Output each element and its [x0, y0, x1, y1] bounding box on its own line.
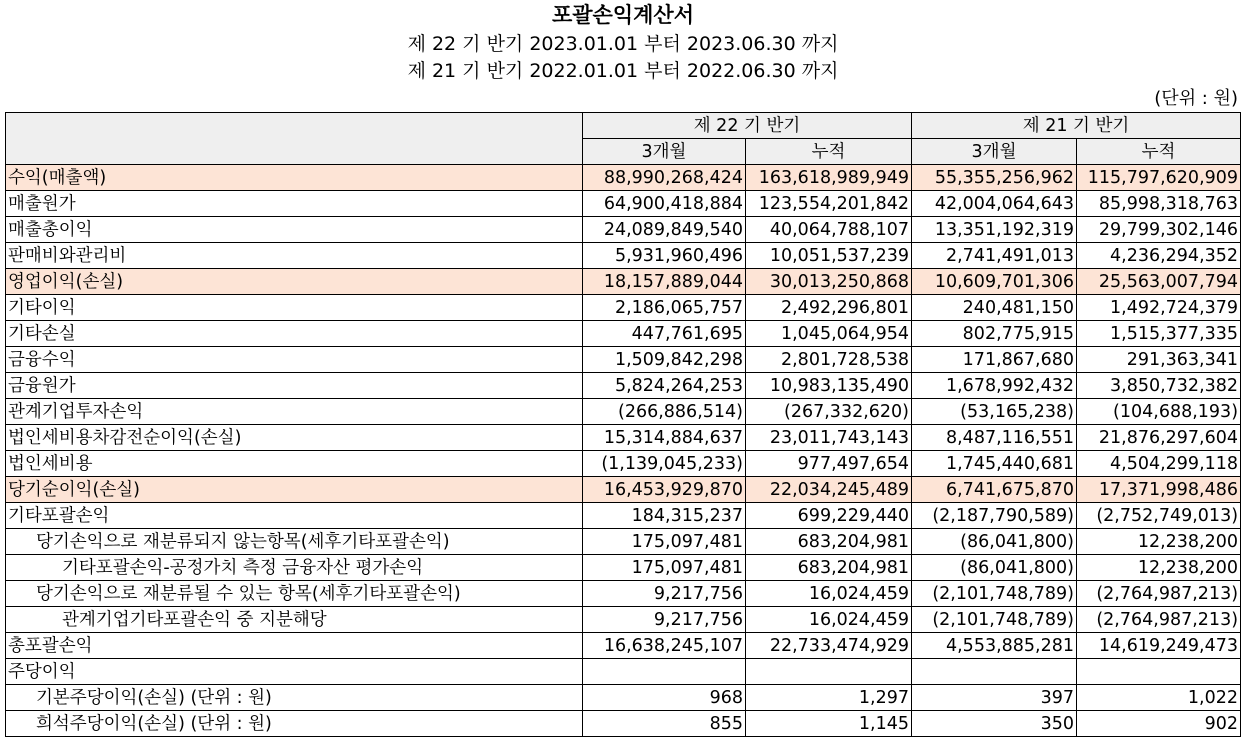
value-cell: 64,900,418,884: [583, 191, 746, 217]
table-row: [6, 503, 1241, 529]
group-header-prior: 제 21 기 반기: [912, 113, 1241, 139]
table-row: [6, 321, 1241, 347]
value-cell: (267,332,620): [746, 399, 912, 425]
value-cell: 1,745,440,681: [912, 451, 1077, 477]
row-label: 법인세비용: [6, 451, 583, 477]
value-cell: 1,297: [746, 685, 912, 711]
value-cell: 18,157,889,044: [583, 269, 746, 295]
period-prior: 제 21 기 반기 2022.01.01 부터 2022.06.30 까지: [407, 60, 839, 82]
value-cell: (53,165,238): [912, 399, 1077, 425]
value-cell: 10,051,537,239: [746, 243, 912, 269]
row-label: 영업이익(손실): [6, 269, 583, 295]
row-label: 금융수익: [6, 347, 583, 373]
row-label: 총포괄손익: [6, 633, 583, 659]
value-cell: (1,139,045,233): [583, 451, 746, 477]
table-row: [6, 633, 1241, 659]
table-row: [6, 607, 1241, 633]
unit-label: (단위 : 원): [1154, 88, 1238, 109]
row-label: 주당이익: [6, 659, 583, 685]
value-cell: 24,089,849,540: [583, 217, 746, 243]
table-row: [6, 399, 1241, 425]
value-cell: 683,204,981: [746, 555, 912, 581]
value-cell: 350: [912, 711, 1077, 737]
value-cell: 1,515,377,335: [1077, 321, 1241, 347]
value-cell: 9,217,756: [583, 607, 746, 633]
value-cell: 683,204,981: [746, 529, 912, 555]
value-cell: 163,618,989,949: [746, 165, 912, 191]
row-label: 법인세비용차감전순이익(손실): [6, 425, 583, 451]
value-cell: 40,064,788,107: [746, 217, 912, 243]
value-cell: 977,497,654: [746, 451, 912, 477]
value-cell: 9,217,756: [583, 581, 746, 607]
value-cell: 175,097,481: [583, 529, 746, 555]
sub-header-prior-cum: 누적: [1077, 139, 1241, 165]
value-cell: (86,041,800): [912, 555, 1077, 581]
sub-header-prior-3m: 3개월: [912, 139, 1077, 165]
value-cell: 10,983,135,490: [746, 373, 912, 399]
value-cell: 85,998,318,763: [1077, 191, 1241, 217]
value-cell: 4,236,294,352: [1077, 243, 1241, 269]
group-header-row: [6, 113, 1241, 139]
value-cell: 968: [583, 685, 746, 711]
value-cell: (2,187,790,589): [912, 503, 1077, 529]
table-row: [6, 269, 1241, 295]
table-row: [6, 425, 1241, 451]
value-cell: 4,553,885,281: [912, 633, 1077, 659]
value-cell: 4,504,299,118: [1077, 451, 1241, 477]
row-label: 금융원가: [6, 373, 583, 399]
income-statement-table: [5, 112, 1241, 737]
value-cell: 2,492,296,801: [746, 295, 912, 321]
value-cell: 16,024,459: [746, 607, 912, 633]
value-cell: 10,609,701,306: [912, 269, 1077, 295]
value-cell: 30,013,250,868: [746, 269, 912, 295]
value-cell: 855: [583, 711, 746, 737]
table-row: [6, 373, 1241, 399]
value-cell: 115,797,620,909: [1077, 165, 1241, 191]
value-cell: 12,238,200: [1077, 529, 1241, 555]
value-cell: [746, 659, 912, 685]
value-cell: 397: [912, 685, 1077, 711]
value-cell: 25,563,007,794: [1077, 269, 1241, 295]
table-row: [6, 529, 1241, 555]
sub-header-current-cum: 누적: [746, 139, 912, 165]
table-row: [6, 243, 1241, 269]
value-cell: 171,867,680: [912, 347, 1077, 373]
value-cell: 8,487,116,551: [912, 425, 1077, 451]
value-cell: (2,764,987,213): [1077, 607, 1241, 633]
row-label: 수익(매출액): [6, 165, 583, 191]
value-cell: 16,453,929,870: [583, 477, 746, 503]
value-cell: 1,678,992,432: [912, 373, 1077, 399]
row-label: 희석주당이익(손실) (단위 : 원): [6, 711, 583, 737]
value-cell: 2,801,728,538: [746, 347, 912, 373]
value-cell: (2,101,748,789): [912, 581, 1077, 607]
table-row: [6, 451, 1241, 477]
row-label: 매출총이익: [6, 217, 583, 243]
value-cell: 802,775,915: [912, 321, 1077, 347]
value-cell: 291,363,341: [1077, 347, 1241, 373]
table-row: [6, 295, 1241, 321]
value-cell: 5,824,264,253: [583, 373, 746, 399]
table-row: [6, 217, 1241, 243]
value-cell: 21,876,297,604: [1077, 425, 1241, 451]
value-cell: 23,011,743,143: [746, 425, 912, 451]
value-cell: 55,355,256,962: [912, 165, 1077, 191]
row-label: 기타이익: [6, 295, 583, 321]
value-cell: 175,097,481: [583, 555, 746, 581]
value-cell: [583, 659, 746, 685]
row-label: 기타포괄손익-공정가치 측정 금융자산 평가손익: [6, 555, 583, 581]
statement-title: 포괄손익계산서: [551, 3, 694, 27]
value-cell: 447,761,695: [583, 321, 746, 347]
table-row: [6, 685, 1241, 711]
row-label: 당기손익으로 재분류되지 않는항목(세후기타포괄손익): [6, 529, 583, 555]
value-cell: 1,509,842,298: [583, 347, 746, 373]
value-cell: (2,764,987,213): [1077, 581, 1241, 607]
value-cell: (86,041,800): [912, 529, 1077, 555]
value-cell: 1,145: [746, 711, 912, 737]
table-row: [6, 581, 1241, 607]
table-row: [6, 165, 1241, 191]
value-cell: [1077, 659, 1241, 685]
sub-header-current-3m: 3개월: [583, 139, 746, 165]
value-cell: 15,314,884,637: [583, 425, 746, 451]
table-row: [6, 191, 1241, 217]
value-cell: 1,492,724,379: [1077, 295, 1241, 321]
value-cell: (104,688,193): [1077, 399, 1241, 425]
value-cell: 13,351,192,319: [912, 217, 1077, 243]
value-cell: (2,752,749,013): [1077, 503, 1241, 529]
table-row: [6, 477, 1241, 503]
table-row: [6, 347, 1241, 373]
value-cell: 1,022: [1077, 685, 1241, 711]
table-row: [6, 555, 1241, 581]
value-cell: 16,024,459: [746, 581, 912, 607]
value-cell: 240,481,150: [912, 295, 1077, 321]
value-cell: 184,315,237: [583, 503, 746, 529]
value-cell: 17,371,998,486: [1077, 477, 1241, 503]
row-label: 관계기업투자손익: [6, 399, 583, 425]
period-current: 제 22 기 반기 2023.01.01 부터 2023.06.30 까지: [407, 33, 839, 55]
value-cell: 29,799,302,146: [1077, 217, 1241, 243]
value-cell: 902: [1077, 711, 1241, 737]
value-cell: 123,554,201,842: [746, 191, 912, 217]
value-cell: 42,004,064,643: [912, 191, 1077, 217]
table-row: [6, 659, 1241, 685]
value-cell: [912, 659, 1077, 685]
row-label: 판매비와관리비: [6, 243, 583, 269]
row-label: 당기손익으로 재분류될 수 있는 항목(세후기타포괄손익): [6, 581, 583, 607]
value-cell: 14,619,249,473: [1077, 633, 1241, 659]
row-label: 관계기업기타포괄손익 중 지분해당: [6, 607, 583, 633]
value-cell: 12,238,200: [1077, 555, 1241, 581]
row-label: 기본주당이익(손실) (단위 : 원): [6, 685, 583, 711]
value-cell: 22,034,245,489: [746, 477, 912, 503]
row-label: 기타손실: [6, 321, 583, 347]
row-label: 기타포괄손익: [6, 503, 583, 529]
value-cell: 1,045,064,954: [746, 321, 912, 347]
value-cell: 16,638,245,107: [583, 633, 746, 659]
row-label: 매출원가: [6, 191, 583, 217]
value-cell: 6,741,675,870: [912, 477, 1077, 503]
row-label: 당기순이익(손실): [6, 477, 583, 503]
value-cell: 2,186,065,757: [583, 295, 746, 321]
value-cell: 699,229,440: [746, 503, 912, 529]
value-cell: (2,101,748,789): [912, 607, 1077, 633]
value-cell: 88,990,268,424: [583, 165, 746, 191]
table-row: [6, 711, 1241, 737]
value-cell: 22,733,474,929: [746, 633, 912, 659]
value-cell: 3,850,732,382: [1077, 373, 1241, 399]
item-header-cell: [6, 113, 583, 165]
group-header-current: 제 22 기 반기: [583, 113, 912, 139]
value-cell: 2,741,491,013: [912, 243, 1077, 269]
value-cell: (266,886,514): [583, 399, 746, 425]
value-cell: 5,931,960,496: [583, 243, 746, 269]
